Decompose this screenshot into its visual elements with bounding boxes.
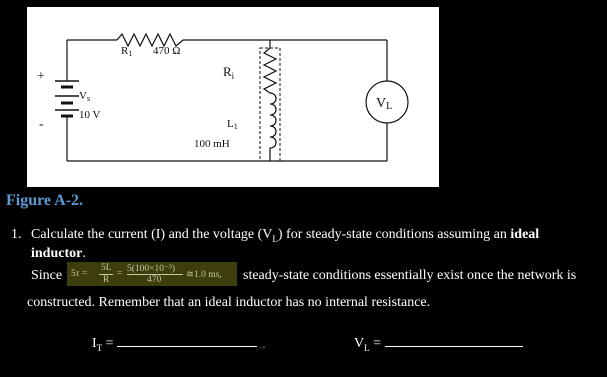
answer-it-field[interactable]: $I_T$ = → [92,336,268,353]
vl-answer-blank[interactable] [385,345,523,347]
question-text-line4: constructed. Remember that an ideal inductor has no internal resistance. [27,295,431,310]
ri-label: $R_i$ [223,64,235,81]
question-text-line1: Calculate the current (I) and the voltage $(V_L)$ for steady-state conditions assuming an ideal [31,227,540,244]
circuit-figure [27,7,439,187]
r1-value: 470 Ω [153,45,181,57]
question-text-line2: inductor. [31,246,86,261]
formula-eq: = [117,269,123,279]
vl-label: $V_L$ [354,336,370,353]
formula-result: ≅1.0 ms, [186,270,222,280]
answer-vl-field[interactable]: $V_L$ = [354,336,523,353]
l1-inductor-symbol [270,93,276,161]
circuit-diagram [27,7,439,187]
it-answer-blank[interactable] [117,345,257,347]
ri-resistor-symbol [264,48,276,93]
it-label: $I_T$ [92,336,103,353]
r1-label: R1 [121,45,133,58]
figure-caption: Figure A-2. [6,192,84,209]
question-text-line3: steady-state conditions essentially exist once the network is [243,268,577,283]
minus-sign: - [39,117,44,132]
formula-frac2-num: 5(100×10⁻³) [127,264,176,274]
plus-sign: + [37,69,45,84]
battery-symbol [55,81,79,116]
formula-frac1-den: R [103,275,110,285]
vs-label: Vs [79,90,91,103]
question-number: 1. [11,227,22,242]
formula-frac2-den: 470 [147,275,162,285]
l1-label: L1 [227,118,238,131]
link-mark-icon: → [257,341,268,352]
formula-lhs: 5τ = [71,269,88,279]
since-word: Since [31,268,63,283]
formula-frac1-num: 5L [101,263,112,273]
formula-highlight [67,262,237,286]
vs-value: 10 V [79,109,101,121]
l1-value: 100 mH [194,138,230,150]
voltmeter-label: VL [376,96,393,112]
